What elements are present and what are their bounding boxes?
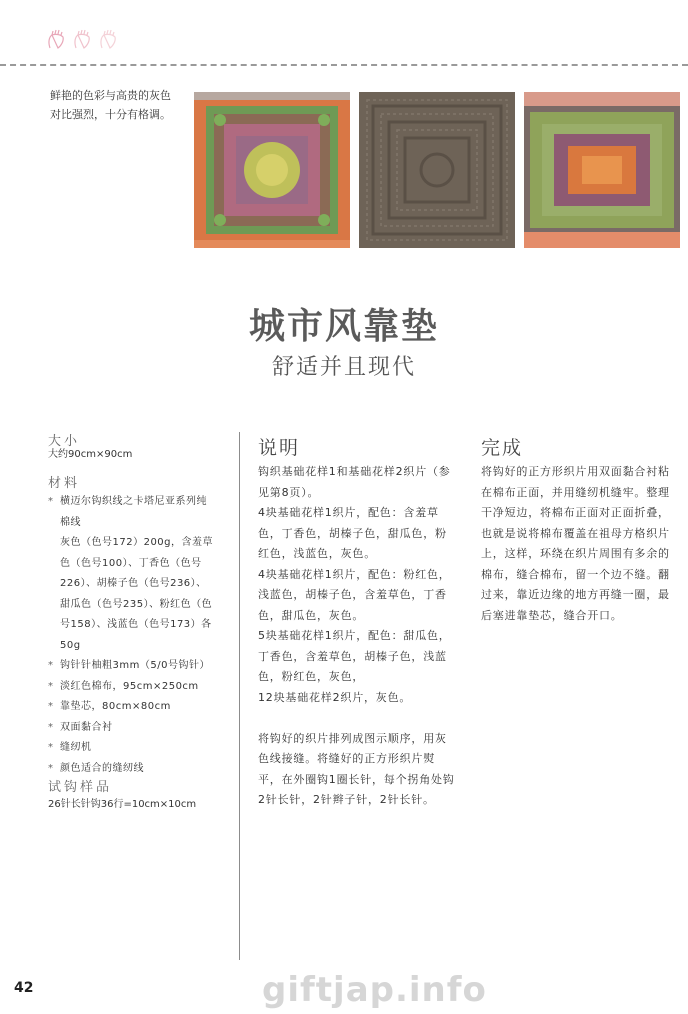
material-item-cont: 灰色（色号172）200g，含羞草	[60, 537, 214, 548]
gauge-value: 26针长针钩36行=10cm×10cm	[48, 799, 197, 810]
instructions-heading: 说明	[258, 437, 301, 459]
material-item-cont: 50g	[60, 639, 81, 651]
text-line: 5块基础花样1织片，配色：甜瓜色，	[258, 629, 451, 642]
materials-list	[48, 492, 238, 779]
text-line: 色，甜瓜色，灰色。	[258, 608, 365, 622]
hand-outline-icon	[46, 28, 122, 50]
text-line: 在棉布正面，并用缝纫机缝牢。整理	[481, 485, 670, 499]
granny-square-photo-colorful	[194, 92, 350, 248]
caption-line: 鲜艳的色彩与高贵的灰色	[50, 89, 171, 102]
material-item: * 靠垫芯，80cm×80cm	[48, 697, 238, 718]
caption-line: 对比强烈，十分有格调。	[50, 108, 171, 121]
text-line: 干净短边，将棉布正面对正面折叠，	[481, 506, 670, 519]
text-line: 见第8页）。	[258, 485, 320, 499]
watermark: giftjap.info	[262, 970, 487, 1010]
text-line: 平，在外圈钩1圈长针，每个拐角处钩	[258, 772, 455, 786]
material-item: * 淡红色棉布，95cm×250cm	[48, 677, 238, 698]
page-number: 42	[14, 980, 34, 996]
material-item: * 横迈尔钩织线之卡塔尼亚系列纯	[48, 492, 238, 513]
size-heading: 大小	[48, 434, 81, 449]
text-line	[258, 708, 463, 729]
text-line: 将钩好的织片排列成图示顺序，用灰	[258, 731, 447, 745]
text-line: 色线接缝。将缝好的正方形织片熨	[258, 752, 435, 765]
text-line: 4块基础花样1织片，配色：含羞草	[258, 506, 439, 519]
finishing-heading: 完成	[481, 437, 524, 459]
text-line: 4块基础花样1织片，配色：粉红色，	[258, 567, 451, 581]
page-subtitle: 舒适并且现代	[271, 355, 416, 380]
text-line: 上，这样，环绕在织片周围有多余的	[481, 547, 670, 560]
column-divider	[239, 432, 240, 960]
photo-caption	[50, 86, 190, 124]
text-line: 棉布，缝合棉布，留一个边不缝。翻	[481, 567, 670, 581]
material-item: * 缝纫机	[48, 738, 238, 759]
text-line: 钩织基础花样1和基础花样2织片（参	[258, 465, 451, 478]
dashed-separator	[0, 64, 688, 66]
page-title: 城市风靠垫	[248, 306, 439, 347]
material-item-cont: 226）、胡榛子色（色号236）、	[60, 578, 207, 589]
text-line: 色，粉红色，灰色，	[258, 670, 365, 683]
material-item-cont: 号158）、浅蓝色（色号173）各	[60, 619, 212, 630]
text-line: 将钩好的正方形织片用双面黏合衬粘	[481, 465, 670, 478]
material-item: * 颜色适合的缝纫线	[48, 759, 238, 780]
material-item-cont: 棉线	[60, 516, 81, 528]
text-line: 浅蓝色，胡榛子色，含羞草色，丁香	[258, 588, 447, 601]
text-line: 12块基础花样2织片，灰色。	[258, 690, 412, 704]
material-item: * 钩针针柚粗3mm（5/0号钩针）	[48, 656, 238, 677]
gauge-heading: 试钩样品	[48, 780, 113, 795]
granny-square-photo-green	[524, 92, 680, 248]
material-item-cont: 甜瓜色（色号235）、粉红色（色	[60, 598, 213, 610]
text-line: 2针长针，2针辫子针，2针长针。	[258, 793, 435, 806]
text-line: 丁香色，含羞草色，胡榛子色，浅蓝	[258, 649, 447, 663]
text-line: 也就是说将棉布覆盖在祖母方格织片	[481, 526, 670, 540]
text-line: 色，丁香色，胡榛子色，甜瓜色，粉	[258, 526, 447, 540]
instructions-body	[258, 462, 463, 811]
finishing-body	[481, 462, 681, 626]
size-value: 大约90cm×90cm	[48, 449, 133, 460]
granny-square-photo-gray	[359, 92, 515, 248]
materials-heading: 材料	[48, 476, 81, 491]
material-item-cont: 色（色号100）、丁香色（色号	[60, 557, 202, 569]
material-item: * 双面黏合衬	[48, 718, 238, 739]
text-line: 红色，浅蓝色，灰色。	[258, 547, 376, 560]
text-line: 过来，靠近边缘的地方再缝一圈，最	[481, 588, 670, 601]
text-line: 后塞进靠垫芯，缝合开口。	[481, 608, 623, 622]
